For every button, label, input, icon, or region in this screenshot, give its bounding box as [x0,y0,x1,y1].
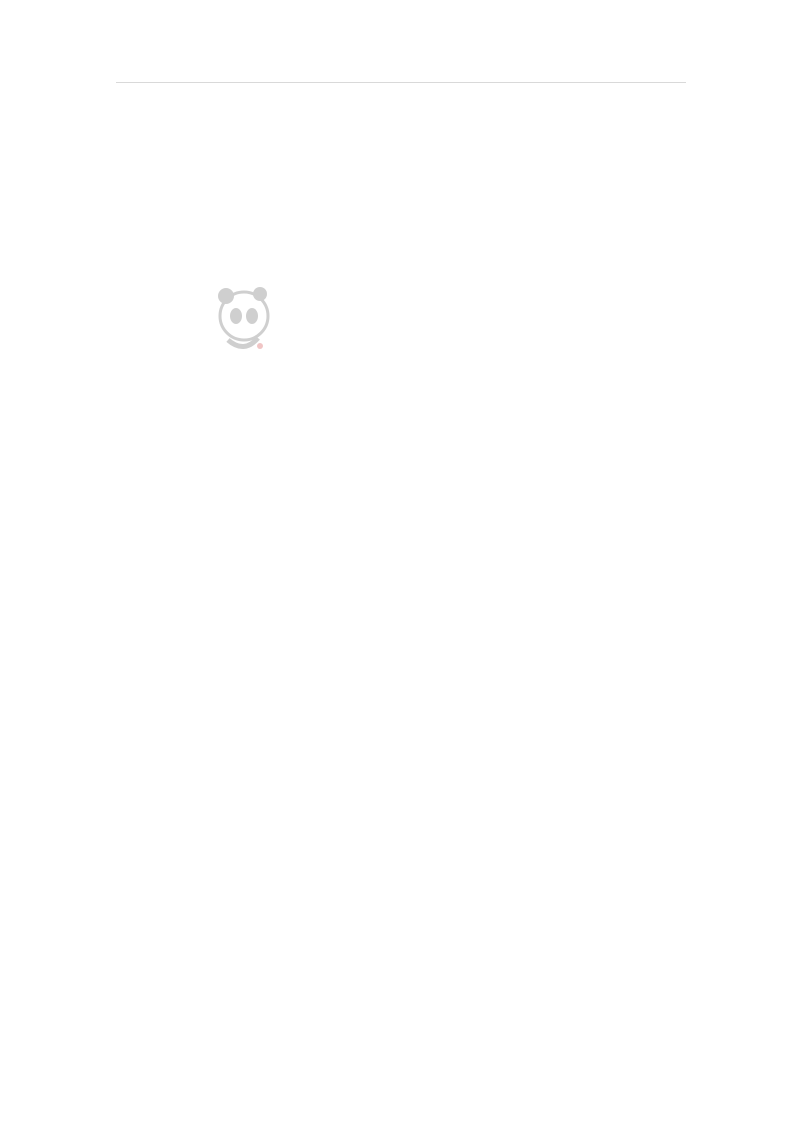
divider [116,82,686,83]
question-document [116,62,686,83]
watermark [210,280,440,420]
panda-logo-icon [210,280,280,360]
